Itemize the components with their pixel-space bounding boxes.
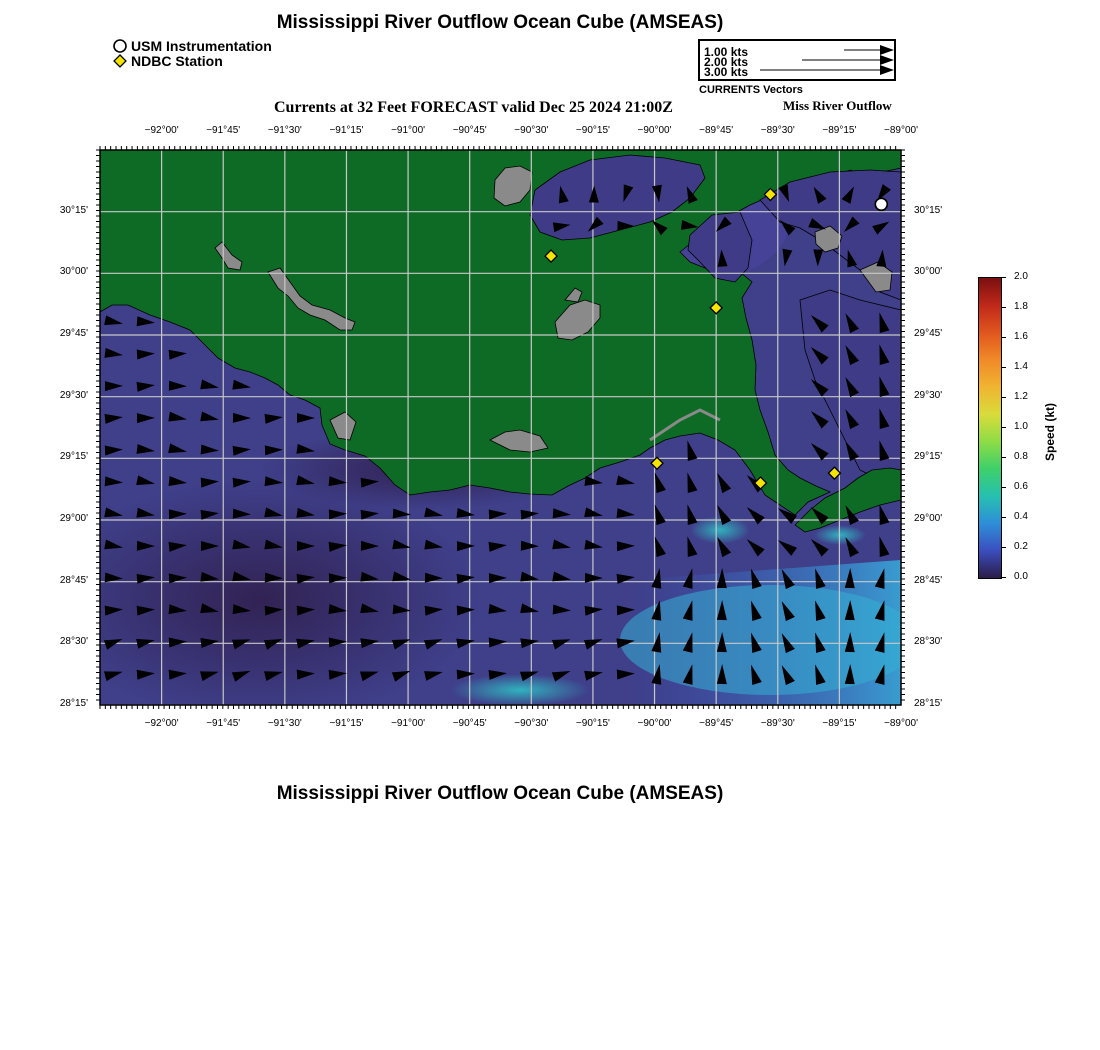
lat-tick-label-right: 29°45' xyxy=(914,328,943,339)
legend-usm-label: USM Instrumentation xyxy=(131,38,272,54)
lat-tick-label-left: 29°30' xyxy=(59,389,88,401)
lat-tick-label-right: 29°00' xyxy=(914,513,943,524)
lon-tick-label-top: −92°00' xyxy=(144,125,179,136)
lon-tick-label-top: −91°00' xyxy=(391,125,426,136)
colorbar-tick-mark xyxy=(1001,547,1006,548)
lat-tick-label-left: 29°15' xyxy=(59,451,88,463)
colorbar-gradient xyxy=(979,278,1001,578)
colorbar-tick-mark xyxy=(1001,337,1006,338)
lon-tick-label-bottom: −91°00' xyxy=(391,718,426,729)
vector-key-row-1: 1.00 kts xyxy=(704,45,749,59)
ocean-fast-patch xyxy=(620,585,920,695)
colorbar-tick-label: 0.2 xyxy=(1014,541,1028,552)
legend-ndbc-label: NDBC Station xyxy=(131,53,223,69)
lat-tick-label-right: 28°45' xyxy=(914,574,943,586)
colorbar-tick-label: 1.6 xyxy=(1014,331,1028,342)
vector-key-row-3: 3.00 kts xyxy=(704,65,749,79)
lat-tick-label-left: 28°30' xyxy=(59,636,88,648)
colorbar-tick-label: 0.4 xyxy=(1014,511,1028,522)
colorbar-tick-label: 1.0 xyxy=(1014,421,1028,432)
map-body xyxy=(40,150,920,720)
lon-tick-label-bottom: −90°30' xyxy=(514,718,549,729)
lon-tick-label-bottom: −91°30' xyxy=(267,718,302,729)
lat-tick-label-left: 29°00' xyxy=(59,513,88,524)
lon-tick-label-top: −90°30' xyxy=(514,125,549,136)
lat-tick-label-left: 28°45' xyxy=(59,574,88,586)
colorbar-tick-mark xyxy=(1001,487,1006,488)
speed-colorbar xyxy=(978,277,1002,579)
lat-tick-label-right: 29°15' xyxy=(914,451,943,463)
vector-key-caption: CURRENTS Vectors xyxy=(699,84,803,96)
colorbar-tick-label: 1.8 xyxy=(1014,301,1028,312)
lon-tick-label-bottom: −89°45' xyxy=(699,718,734,729)
lon-tick-label-bottom: −91°15' xyxy=(329,718,364,729)
lon-tick-label-bottom: −89°15' xyxy=(822,718,857,729)
colorbar-tick-label: 2.0 xyxy=(1014,271,1028,282)
lon-tick-label-top: −89°30' xyxy=(760,125,795,136)
colorbar-tick-label: 1.4 xyxy=(1014,361,1028,372)
lat-tick-label-left: 30°00' xyxy=(59,266,88,278)
lon-tick-label-bottom: −90°15' xyxy=(575,718,610,729)
colorbar-tick-mark xyxy=(1001,397,1006,398)
lon-tick-label-bottom: −90°45' xyxy=(452,718,487,729)
region-label: Miss River Outflow xyxy=(783,98,892,113)
colorbar-tick-label: 0.0 xyxy=(1014,571,1028,582)
colorbar-tick-mark xyxy=(1001,517,1006,518)
lat-tick-label-left: 29°45' xyxy=(59,328,88,339)
colorbar-tick-mark xyxy=(1001,277,1006,278)
lon-tick-label-top: −89°15' xyxy=(822,125,857,136)
colorbar-title: Speed (kt) xyxy=(1043,402,1057,461)
lon-tick-label-top: −91°45' xyxy=(206,125,241,136)
lat-tick-label-right: 30°15' xyxy=(914,204,943,216)
lat-tick-label-right: 28°15' xyxy=(914,698,943,709)
lon-tick-label-top: −91°30' xyxy=(267,125,302,136)
map-title: Mississippi River Outflow Ocean Cube (AMSEAS) xyxy=(276,12,724,33)
lon-tick-label-top: −91°15' xyxy=(329,125,364,136)
ocean-jet-3 xyxy=(814,525,866,545)
lat-tick-label-right: 30°00' xyxy=(914,266,943,278)
lon-tick-label-top: −90°00' xyxy=(637,125,672,136)
colorbar-tick-mark xyxy=(1001,457,1006,458)
colorbar-tick-label: 1.2 xyxy=(1014,391,1028,402)
lat-tick-label-left: 30°15' xyxy=(59,204,88,216)
colorbar-tick-mark xyxy=(1001,367,1006,368)
forecast-subtitle: Currents at 32 Feet FORECAST valid Dec 25 2024 21:00Z xyxy=(274,99,673,116)
lon-tick-label-bottom: −90°00' xyxy=(637,718,672,729)
lon-tick-label-bottom: −89°30' xyxy=(760,718,795,729)
lat-tick-label-right: 29°30' xyxy=(914,389,943,401)
second-map-title: Mississippi River Outflow Ocean Cube (AMSEAS) xyxy=(276,783,724,804)
lon-tick-label-bottom: −89°00' xyxy=(884,718,918,729)
lat-tick-label-left: 28°15' xyxy=(59,698,88,709)
colorbar-tick-mark xyxy=(1001,307,1006,308)
lon-tick-label-top: −90°45' xyxy=(452,125,487,136)
lon-tick-label-top: −89°00' xyxy=(884,125,918,136)
colorbar-tick-label: 0.6 xyxy=(1014,481,1028,492)
lat-tick-label-right: 28°30' xyxy=(914,636,943,648)
ocean-jet xyxy=(450,674,590,706)
colorbar-tick-label: 0.8 xyxy=(1014,451,1028,462)
lon-tick-label-bottom: −91°45' xyxy=(206,718,241,729)
lon-tick-label-top: −90°15' xyxy=(575,125,610,136)
usm-station-marker[interactable] xyxy=(875,198,887,210)
colorbar-tick-mark xyxy=(1001,577,1006,578)
lon-tick-label-bottom: −92°00' xyxy=(144,718,179,729)
lon-tick-label-top: −89°45' xyxy=(699,125,734,136)
colorbar-tick-mark xyxy=(1001,427,1006,428)
vector-key-row-2: 2.00 kts xyxy=(704,55,749,69)
